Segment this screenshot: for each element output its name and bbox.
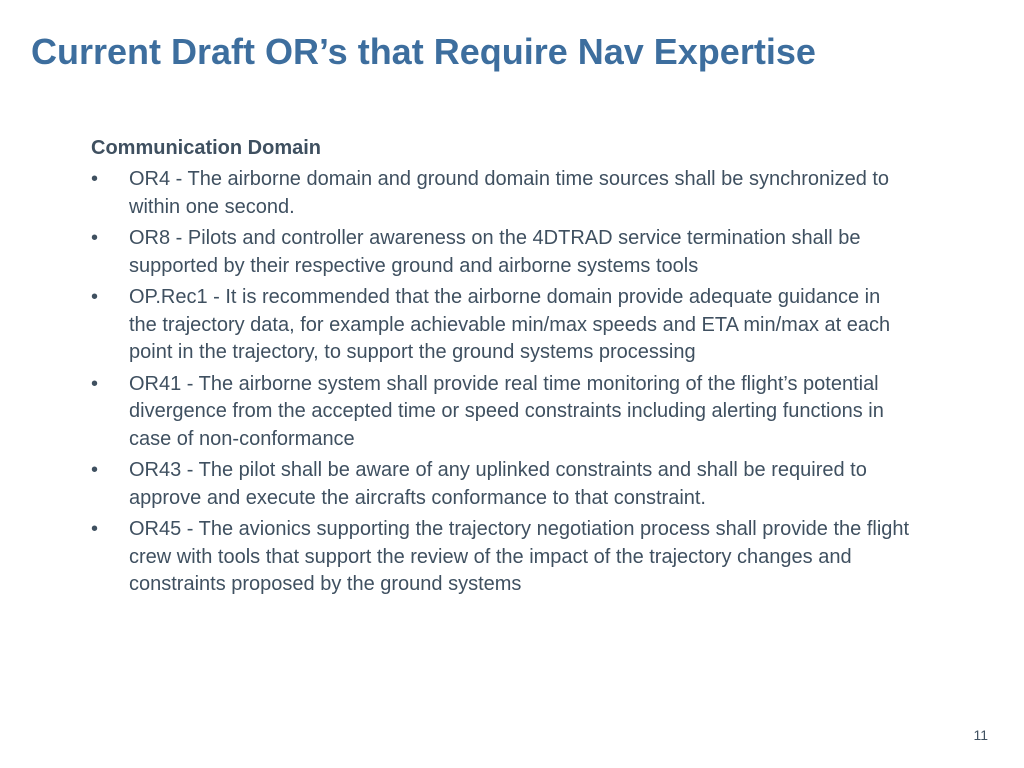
list-item [91, 166, 911, 221]
bullet-text: OR43 - The pilot shall be aware of any uplinked constraints and shall be required to approve and execute the aircrafts conformance to that constraint. [129, 459, 867, 509]
bullet-icon: • [91, 227, 99, 249]
bullet-icon: • [91, 168, 99, 190]
bullet-icon: • [91, 459, 99, 481]
slide-title: Current Draft OR’s that Require Nav Expertise [31, 31, 816, 72]
list-item [91, 516, 911, 599]
bullet-text: OR4 - The airborne domain and ground domain time sources shall be synchronized to within one second. [129, 168, 890, 218]
bullet-text: OP.Rec1 - It is recommended that the airborne domain provide adequate guidance in the trajectory data, for example achievable min/max speeds and ETA min/max at each point in the trajectory, to support the ground systems processing [129, 286, 891, 363]
slide-content [91, 135, 911, 603]
requirements-list [91, 166, 911, 599]
bullet-text: OR8 - Pilots and controller awareness on the 4DTRAD service termination shall be supported by their respective ground and airborne systems tools [129, 227, 861, 277]
bullet-text: OR45 - The avionics supporting the trajectory negotiation process shall provide the flight crew with tools that support the review of the impact of the trajectory changes and constraints proposed by the ground systems [129, 518, 910, 595]
list-item [91, 284, 911, 367]
list-item [91, 457, 911, 512]
list-item [91, 225, 911, 280]
bullet-icon: • [91, 286, 99, 308]
list-item [91, 371, 911, 454]
bullet-text: OR41 - The airborne system shall provide real time monitoring of the flight’s potential divergence from the accepted time or speed constraints including alerting functions in case of non-conformance [129, 372, 884, 450]
page-number: 11 [973, 727, 988, 743]
bullet-icon: • [91, 372, 99, 395]
bullet-icon: • [91, 518, 99, 540]
section-heading: Communication Domain [91, 137, 322, 159]
